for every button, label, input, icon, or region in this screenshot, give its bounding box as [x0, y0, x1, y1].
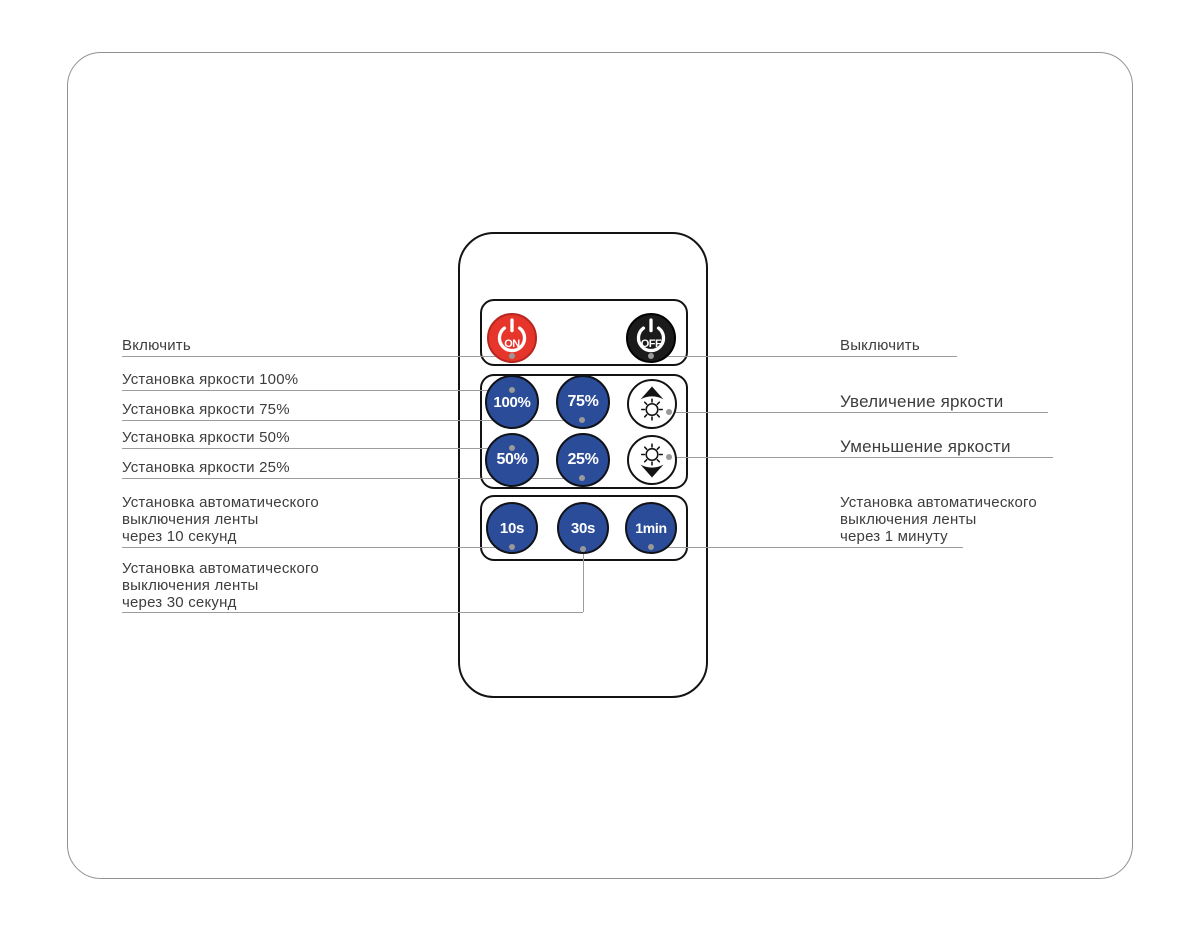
- leader-line-power-off: [651, 356, 957, 357]
- annotation-line: Установка автоматического: [840, 494, 1037, 511]
- annotation-set-50: Установка яркости 50%: [122, 429, 290, 446]
- leader-dot: [509, 387, 515, 393]
- brightness-75-button[interactable]: 75%: [556, 375, 610, 429]
- brightness-100-button[interactable]: 100%: [485, 375, 539, 429]
- leader-line-100: [122, 390, 512, 391]
- leader-dot: [648, 544, 654, 550]
- timer-10s-button[interactable]: 10s: [486, 502, 538, 554]
- leader-dot: [509, 445, 515, 451]
- leader-dot: [666, 454, 672, 460]
- annotation-power-off: Выключить: [840, 337, 920, 354]
- leader-line-brightness-up: [669, 412, 1048, 413]
- annotation-line: выключения ленты: [122, 577, 259, 594]
- leader-dot: [579, 475, 585, 481]
- annotation-power-on: Включить: [122, 337, 191, 354]
- annotation-auto-off-10s: [122, 494, 319, 545]
- leader-line-power-on: [122, 356, 512, 357]
- annotation-line: Установка автоматического: [122, 560, 319, 577]
- leader-line-30s-horizontal: [122, 612, 583, 613]
- annotation-brightness-up: Увеличение яркости: [840, 392, 1004, 411]
- annotation-set-100: Установка яркости 100%: [122, 371, 299, 388]
- brightness-50-button[interactable]: 50%: [485, 433, 539, 487]
- leader-line-brightness-down: [669, 457, 1053, 458]
- timer-1min-button[interactable]: 1min: [625, 502, 677, 554]
- annotation-set-75: Установка яркости 75%: [122, 401, 290, 418]
- annotation-line: через 10 секунд: [122, 528, 237, 545]
- brightness-up-icon: [629, 381, 675, 427]
- annotation-line: выключения ленты: [122, 511, 259, 528]
- leader-dot: [579, 417, 585, 423]
- brightness-up-button[interactable]: [627, 379, 677, 429]
- annotation-set-25: Установка яркости 25%: [122, 459, 290, 476]
- power-off-label: OFF: [640, 337, 662, 350]
- annotation-auto-off-30s: [122, 560, 319, 611]
- annotation-line: Установка автоматического: [122, 494, 319, 511]
- leader-line-10s: [122, 547, 512, 548]
- leader-line-1min: [651, 547, 963, 548]
- annotation-line: через 30 секунд: [122, 594, 237, 611]
- leader-dot: [509, 353, 515, 359]
- brightness-25-button[interactable]: 25%: [556, 433, 610, 487]
- annotation-auto-off-1min: [840, 494, 1037, 545]
- leader-dot: [580, 546, 586, 552]
- leader-dot: [648, 353, 654, 359]
- power-on-label: ON: [504, 337, 520, 350]
- annotation-line: выключения ленты: [840, 511, 977, 528]
- leader-line-50: [122, 448, 512, 449]
- timer-30s-button[interactable]: 30s: [557, 502, 609, 554]
- leader-line-30s-vertical: [583, 549, 584, 612]
- annotation-line: через 1 минуту: [840, 528, 948, 545]
- annotation-brightness-down: Уменьшение яркости: [840, 437, 1011, 456]
- leader-dot: [666, 409, 672, 415]
- brightness-down-icon: [629, 437, 675, 483]
- brightness-down-button[interactable]: [627, 435, 677, 485]
- leader-dot: [509, 544, 515, 550]
